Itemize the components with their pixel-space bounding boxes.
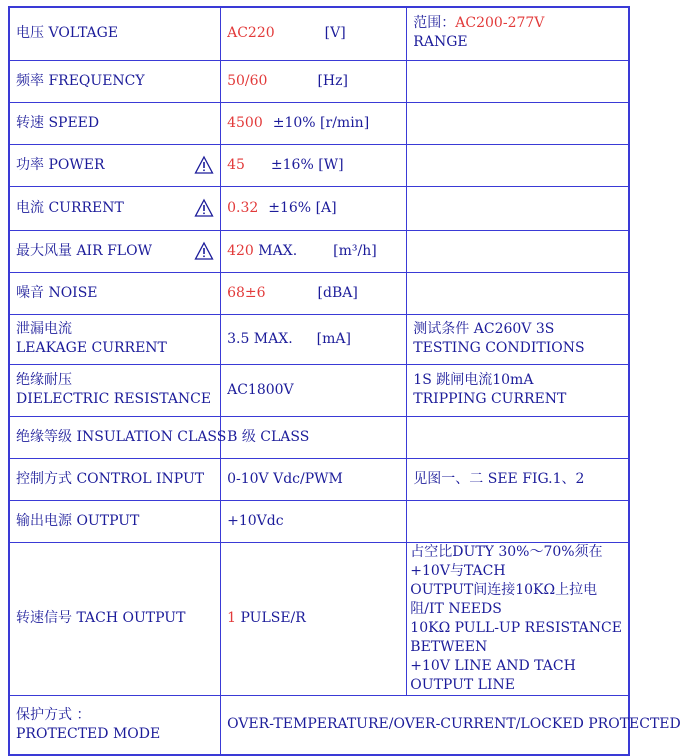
noise-unit: [dBA] bbox=[317, 284, 358, 301]
voltage-unit: [V] bbox=[324, 25, 346, 42]
frequency-note-cell bbox=[407, 60, 629, 102]
current-unit: [A] bbox=[315, 199, 337, 216]
power-unit: [W] bbox=[318, 156, 344, 173]
voltage-label: 电压 VOLTAGE bbox=[9, 7, 221, 60]
airflow-suffix: MAX. bbox=[258, 242, 298, 259]
row-speed bbox=[9, 102, 629, 144]
row-tach bbox=[9, 542, 629, 695]
frequency-value-cell bbox=[221, 60, 407, 102]
power-label-cell bbox=[9, 144, 221, 186]
dielectric-note-cell bbox=[407, 364, 629, 416]
speed-value-cell bbox=[221, 102, 407, 144]
airflow-value-cell bbox=[221, 230, 407, 272]
dielectric-value: AC1800V bbox=[221, 364, 407, 416]
insulation-note-cell bbox=[407, 416, 629, 458]
airflow-unit: [m³/h] bbox=[333, 242, 377, 259]
warning-triangle-icon bbox=[194, 155, 214, 175]
voltage-value-cell bbox=[221, 7, 407, 60]
tripping-current: 1S 跳闸电流10mA bbox=[413, 372, 534, 388]
speed-label: 转速 SPEED bbox=[9, 102, 221, 144]
current-value: 0.32 bbox=[227, 199, 259, 216]
voltage-note-cell bbox=[407, 7, 629, 60]
row-dielectric bbox=[9, 364, 629, 416]
protected-label-cell bbox=[9, 695, 221, 755]
output-label: 输出电源 OUTPUT bbox=[9, 500, 221, 542]
speed-note-cell bbox=[407, 102, 629, 144]
row-noise bbox=[9, 272, 629, 314]
current-tolerance: ±16% bbox=[268, 199, 312, 216]
output-note-cell bbox=[407, 500, 629, 542]
tach-note-line: +10V LINE AND TACH OUTPUT LINE bbox=[410, 657, 576, 693]
current-note-cell bbox=[407, 186, 629, 230]
warning-triangle-icon bbox=[194, 241, 214, 261]
dielectric-label-cn: 绝缘耐压 bbox=[16, 372, 72, 388]
current-label-cell bbox=[9, 186, 221, 230]
row-insulation bbox=[9, 416, 629, 458]
speed-unit: [r/min] bbox=[320, 114, 370, 131]
protected-value: OVER-TEMPERATURE/OVER-CURRENT/LOCKED PROTECTED bbox=[221, 695, 629, 755]
warning-triangle-icon bbox=[194, 198, 214, 218]
tach-note-line: OUTPUT间连接10KΩ上拉电阻/IT NEEDS bbox=[410, 581, 598, 617]
row-current bbox=[9, 186, 629, 230]
frequency-unit: [Hz] bbox=[317, 72, 348, 89]
protected-label-en: PROTECTED MODE bbox=[16, 725, 161, 742]
range-value: AC200-277V bbox=[455, 15, 545, 31]
insulation-label: 绝缘等级 INSULATION CLASS bbox=[9, 416, 221, 458]
insulation-value: B 级 CLASS bbox=[221, 416, 407, 458]
tach-value: PULSE/R bbox=[240, 610, 306, 626]
row-leakage bbox=[9, 314, 629, 364]
control-value: 0-10V Vdc/PWM bbox=[221, 458, 407, 500]
control-label: 控制方式 CONTROL INPUT bbox=[9, 458, 221, 500]
noise-value: 68±6 bbox=[227, 284, 266, 301]
leakage-test-caption: TESTING CONDITIONS bbox=[413, 340, 585, 356]
dielectric-label-en: DIELECTRIC RESISTANCE bbox=[16, 391, 212, 407]
row-frequency bbox=[9, 60, 629, 102]
speed-tolerance: ±10% bbox=[272, 114, 316, 131]
tach-note-line: 占空比DUTY 30%～70%须在+10V与TACH bbox=[410, 543, 603, 579]
leakage-unit: [mA] bbox=[316, 330, 351, 347]
output-value: +10Vdc bbox=[221, 500, 407, 542]
current-value-cell bbox=[221, 186, 407, 230]
current-label: 电流 CURRENT bbox=[16, 199, 124, 216]
row-power bbox=[9, 144, 629, 186]
tach-note-cell bbox=[407, 542, 629, 695]
range-label: 范围： bbox=[413, 15, 456, 31]
speed-value: 4500 bbox=[227, 114, 263, 131]
airflow-note-cell bbox=[407, 230, 629, 272]
leakage-label-cell bbox=[9, 314, 221, 364]
frequency-value: 50/60 bbox=[227, 72, 268, 89]
control-note: 见图一、二 SEE FIG.1、2 bbox=[407, 458, 629, 500]
frequency-label: 频率 FREQUENCY bbox=[9, 60, 221, 102]
tripping-caption: TRIPPING CURRENT bbox=[413, 391, 567, 407]
airflow-label-cell bbox=[9, 230, 221, 272]
range-caption: RANGE bbox=[413, 34, 468, 50]
power-value-cell bbox=[221, 144, 407, 186]
leakage-note-cell bbox=[407, 314, 629, 364]
leakage-value: 3.5 MAX. bbox=[227, 330, 293, 347]
power-note-cell bbox=[407, 144, 629, 186]
power-tolerance: ±16% bbox=[270, 156, 314, 173]
power-label: 功率 POWER bbox=[16, 156, 105, 173]
leakage-test-condition: 测试条件 AC260V 3S bbox=[413, 321, 555, 337]
power-value: 45 bbox=[227, 156, 245, 173]
row-output bbox=[9, 500, 629, 542]
noise-value-cell bbox=[221, 272, 407, 314]
voltage-value: AC220 bbox=[227, 25, 275, 42]
row-voltage bbox=[9, 7, 629, 60]
row-control bbox=[9, 458, 629, 500]
tach-note-line: 10KΩ PULL-UP RESISTANCE BETWEEN bbox=[410, 619, 622, 655]
row-airflow bbox=[9, 230, 629, 272]
tach-value-cell bbox=[221, 542, 407, 695]
airflow-value: 420 bbox=[227, 242, 254, 259]
protected-label-cn: 保护方式 ： bbox=[16, 706, 91, 723]
noise-label: 噪音 NOISE bbox=[9, 272, 221, 314]
row-protected bbox=[9, 695, 629, 755]
tach-label: 转速信号 TACH OUTPUT bbox=[9, 542, 221, 695]
noise-note-cell bbox=[407, 272, 629, 314]
leakage-label-cn: 泄漏电流 bbox=[16, 321, 72, 337]
airflow-label: 最大风量 AIR FLOW bbox=[16, 242, 152, 259]
leakage-label-en: LEAKAGE CURRENT bbox=[16, 340, 167, 356]
spec-table bbox=[8, 6, 681, 756]
leakage-value-cell bbox=[221, 314, 407, 364]
dielectric-label-cell bbox=[9, 364, 221, 416]
tach-pulse-count: 1 bbox=[227, 610, 237, 626]
